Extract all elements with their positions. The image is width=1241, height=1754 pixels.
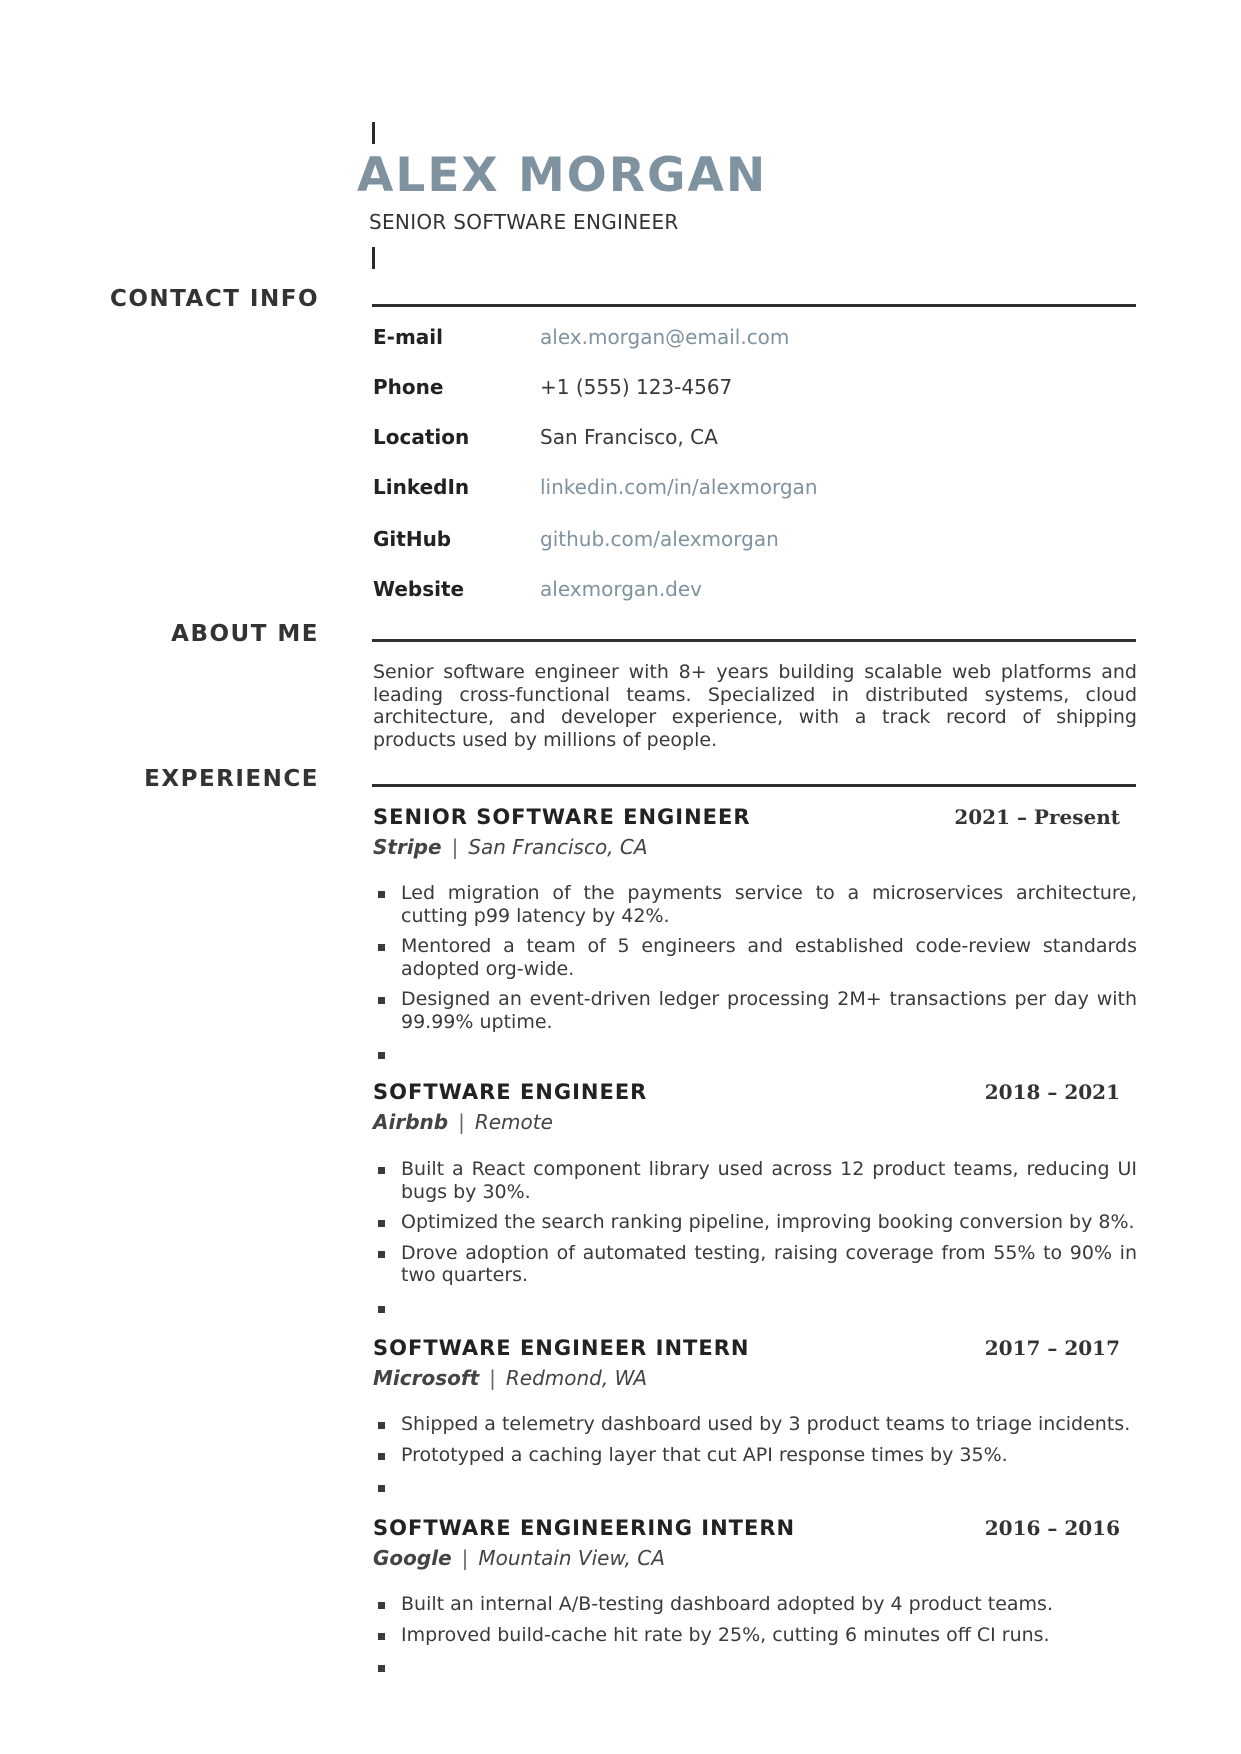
contact-label-location: Location (373, 425, 470, 449)
contact-label-github: GitHub (373, 527, 452, 551)
resume-tagline: SENIOR SOFTWARE ENGINEER (369, 210, 679, 234)
bullet-square-icon (378, 1602, 385, 1609)
empty-bullet-icon (378, 1485, 385, 1492)
bullet-item: Shipped a telemetry dashboard used by 3 product teams to triage incidents. (373, 1413, 1137, 1436)
contact-label-linkedin: LinkedIn (373, 475, 470, 499)
about-paragraph: Senior software engineer with 8+ years building scalable web platforms and leading cross-functional teams. Specialized in distributed systems, cloud architecture, and developer experience, with a track record of shipping products used by millions of people. (373, 661, 1137, 751)
bullet-item: Optimized the search ranking pipeline, improving booking conversion by 8%. (373, 1211, 1137, 1234)
section-rule-contact (372, 304, 1136, 307)
section-rule-about (372, 639, 1136, 642)
section-title-about: ABOUT ME (171, 621, 319, 647)
company-location: Redmond, WA (505, 1366, 648, 1390)
bullet-item: Built an internal A/B-testing dashboard adopted by 4 product teams. (373, 1593, 1137, 1616)
contact-location-value: San Francisco, CA (540, 425, 718, 449)
bullet-square-icon (378, 944, 385, 951)
job-dates: 2017 – 2017 (984, 1336, 1120, 1360)
bullet-square-icon (378, 1453, 385, 1460)
company-separator: | (451, 835, 459, 859)
contact-label-email: E-mail (373, 325, 444, 349)
bullet-item: Led migration of the payments service to a microservices architecture, cutting p99 latency by 42%. (373, 882, 1137, 927)
bullet-item: Designed an event-driven ledger processing 2M+ transactions per day with 99.99% uptime. (373, 988, 1137, 1033)
company-location: Mountain View, CA (478, 1546, 665, 1570)
job-title: SOFTWARE ENGINEER INTERN (373, 1336, 750, 1360)
bullet-square-icon (378, 1422, 385, 1429)
section-title-contact: CONTACT INFO (109, 286, 319, 312)
section-title-experience: EXPERIENCE (144, 766, 319, 792)
company-name: Microsoft (373, 1366, 480, 1390)
company-name: Stripe (373, 835, 442, 859)
bullet-square-icon (378, 891, 385, 898)
section-rule-experience (372, 784, 1136, 787)
company-location: Remote (474, 1110, 553, 1134)
contact-website-link[interactable]: alexmorgan.dev (540, 577, 703, 601)
job-company-line (373, 1110, 553, 1134)
company-separator: | (489, 1366, 496, 1390)
bullet-square-icon (378, 1633, 385, 1640)
bullet-item: Prototyped a caching layer that cut API response times by 35%. (373, 1444, 1137, 1467)
job-dates: 2021 – Present (954, 805, 1120, 829)
contact-email-link[interactable]: alex.morgan@email.com (540, 325, 790, 349)
contact-linkedin-link[interactable]: linkedin.com/in/alexmorgan (540, 475, 818, 499)
empty-bullet-icon (378, 1665, 385, 1672)
company-name: Airbnb (373, 1110, 449, 1134)
company-location: San Francisco, CA (468, 835, 648, 859)
bullet-item: Built a React component library used across 12 product teams, reducing UI bugs by 30%. (373, 1158, 1137, 1203)
company-name: Google (373, 1546, 452, 1570)
job-company-line (373, 1546, 665, 1570)
job-title: SOFTWARE ENGINEER (373, 1080, 648, 1104)
job-title: SENIOR SOFTWARE ENGINEER (373, 805, 751, 829)
job-dates: 2016 – 2016 (984, 1516, 1120, 1540)
bullet-item: Mentored a team of 5 engineers and established code-review standards adopted org-wide. (373, 935, 1137, 980)
contact-github-link[interactable]: github.com/alexmorgan (540, 527, 779, 551)
bullet-square-icon (378, 997, 385, 1004)
company-separator: | (461, 1546, 469, 1570)
company-separator: | (458, 1110, 465, 1134)
bullet-item: Improved build-cache hit rate by 25%, cutting 6 minutes off CI runs. (373, 1624, 1137, 1647)
bullet-square-icon (378, 1167, 385, 1174)
bullet-square-icon (378, 1251, 385, 1258)
job-bullets (373, 1593, 1137, 1654)
job-bullets (373, 1413, 1137, 1474)
job-company-line (373, 835, 648, 859)
job-bullets (373, 882, 1137, 1041)
bullet-square-icon (378, 1220, 385, 1227)
bullet-item: Drove adoption of automated testing, raising coverage from 55% to 90% in two quarters. (373, 1242, 1137, 1287)
header-top-bar (372, 122, 375, 144)
resume-name: ALEX MORGAN (357, 148, 768, 203)
job-bullets (373, 1158, 1137, 1295)
contact-label-phone: Phone (373, 375, 444, 399)
header-bottom-bar (372, 247, 375, 269)
job-company-line (373, 1366, 647, 1390)
job-title: SOFTWARE ENGINEERING INTERN (373, 1516, 796, 1540)
empty-bullet-icon (378, 1052, 385, 1059)
empty-bullet-icon (378, 1306, 385, 1313)
contact-label-website: Website (373, 577, 465, 601)
job-dates: 2018 – 2021 (984, 1080, 1120, 1104)
contact-phone-value: +1 (555) 123-4567 (540, 375, 733, 399)
